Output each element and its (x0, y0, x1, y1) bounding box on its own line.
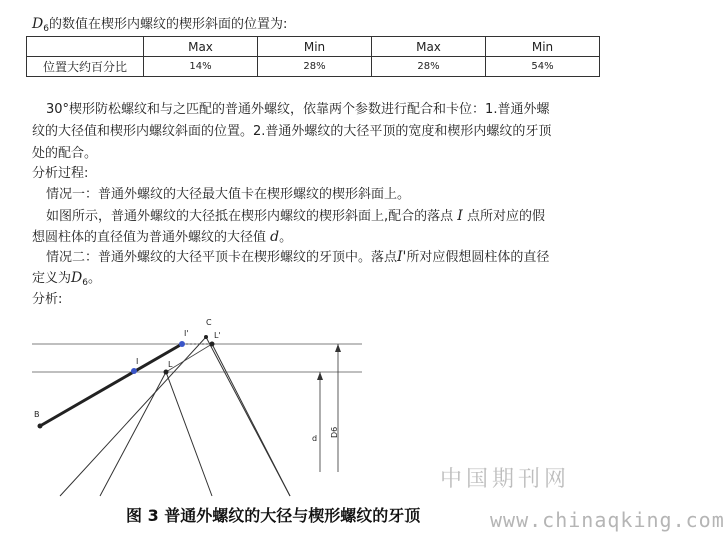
label-d: d (312, 434, 318, 443)
point-c (204, 335, 208, 339)
watermark-cn: 中国期刊网 (440, 467, 571, 492)
paragraph-line-2: 纹的大径值和楔形内螺纹斜面的位置。2.普通外螺纹的大径平顶的宽度和楔形内螺纹的牙顶 (32, 124, 552, 139)
var-d: d (270, 229, 280, 245)
case2-text-b: 所对应假想圆柱体的直径 (406, 250, 550, 265)
case1-detail-text-a: 如图所示，普通外螺纹的大径抵在楔形内螺纹的楔形斜面上,配合的落点 (46, 209, 454, 224)
arrow-d-head (317, 372, 323, 380)
table-header-min-1: Min (258, 37, 372, 57)
point-i-prime (179, 341, 185, 347)
point-i (131, 368, 137, 374)
case2-text-a: 情况二：普通外螺纹的大径平顶卡在楔形螺纹的牙顶中。落点 (46, 250, 398, 265)
label-b: B (34, 410, 40, 419)
table-header-max-2: Max (372, 37, 486, 57)
d6-symbol-2: D (71, 270, 83, 286)
table-header-max-1: Max (144, 37, 258, 57)
analysis2-heading: 分析: (32, 292, 63, 307)
external-thread-flank-upper (212, 344, 290, 496)
wedge-slope-line (40, 344, 182, 426)
label-i-prime: I' (184, 329, 189, 338)
watermark-url: www.chinaqking.com (490, 508, 725, 532)
label-c: C (206, 318, 212, 327)
var-i-prime: I' (397, 249, 407, 265)
case2-text-d: 。 (87, 271, 101, 286)
table-cell: 28% (372, 57, 486, 77)
var-i: I (457, 208, 463, 224)
table-cell: 54% (486, 57, 600, 77)
d6-subscript: 6 (43, 24, 49, 34)
table-header-min-2: Min (486, 37, 600, 57)
internal-thread-profile (60, 337, 290, 496)
label-l: L (168, 360, 173, 369)
case2-text-c: 定义为 (32, 271, 72, 286)
d6-subscript-2: 6 (82, 278, 88, 288)
title-text: 的数值在楔形内螺纹的楔形斜面的位置为: (48, 17, 288, 32)
table-cell: 14% (144, 57, 258, 77)
analysis-heading: 分析过程: (32, 166, 89, 181)
label-d6: D6 (330, 426, 339, 438)
point-b (38, 424, 43, 429)
label-i: I (136, 357, 139, 366)
case1-line: 情况一：普通外螺纹的大径最大值卡在楔形螺纹的楔形斜面上。 (46, 187, 411, 202)
table-row-label: 位置大约百分比 (27, 57, 144, 77)
case1-detail-text-d: 。 (279, 230, 293, 245)
paragraph-line-3: 处的配合。 (32, 146, 98, 161)
point-l (164, 370, 169, 375)
paragraph-line-1: 30°楔形防松螺纹和与之匹配的普通外螺纹，依靠两个参数进行配合和卡位：1.普通外螺 (46, 102, 550, 117)
case1-detail-text-b: 点所对应的假 (466, 209, 545, 224)
case1-detail-text-c: 想圆柱体的直径值为普通外螺纹的大径值 (32, 230, 267, 245)
table-cell: 28% (258, 57, 372, 77)
d6-symbol: D (32, 16, 44, 32)
label-l-prime: L' (214, 331, 221, 340)
figure-caption: 图 3 普通外螺纹的大径与楔形螺纹的牙顶 (126, 506, 421, 525)
arrow-d6-head (335, 344, 341, 352)
point-l-prime (210, 342, 215, 347)
